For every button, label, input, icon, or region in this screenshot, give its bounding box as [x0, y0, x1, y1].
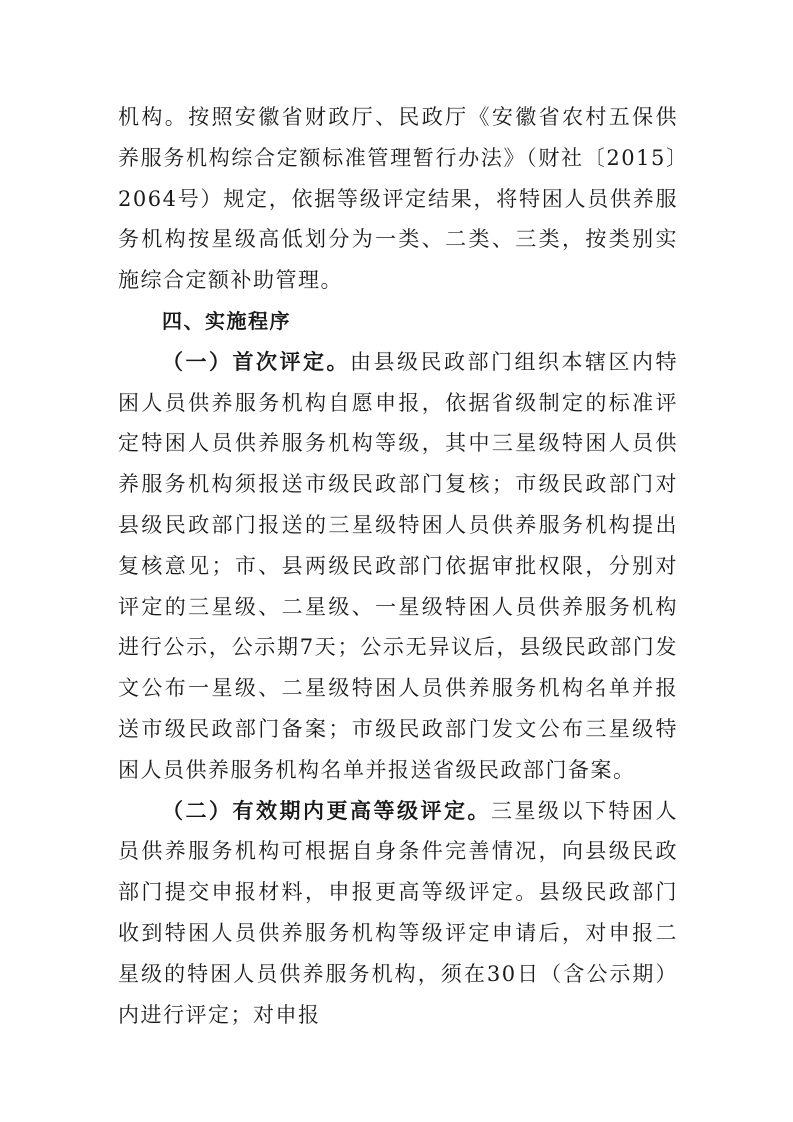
subsection-heading-first-evaluation: （一）首次评定。	[162, 348, 350, 374]
subsection-heading-higher-level-evaluation: （二）有效期内更高等级评定。	[162, 797, 491, 823]
section-heading: 四、实施程序	[162, 308, 291, 333]
paragraph-higher-level-evaluation	[118, 791, 678, 1036]
paragraph-higher-level-evaluation-text: 三星级以下特困人员供养服务机构可根据自身条件完善情况，向县级民政部门提交申报材料，申报更高等级评定。县级民政部门收到特困人员供养服务机构等级评定申请后，对申报二星级的特困人员供养服务机构，须在30日（含公示期）内进行评定；对申报	[118, 798, 678, 1027]
paragraph-first-evaluation	[118, 342, 678, 791]
document-body	[118, 97, 678, 1035]
paragraph-continuation: 机构。按照安徽省财政厅、民政厅《安徽省农村五保供养服务机构综合定额标准管理暂行办法》（财社〔2015〕2064号）规定，依据等级评定结果，将特困人员供养服务机构按星级高低划分为一类、二类、三类，按类别实施综合定额补助管理。	[118, 105, 678, 293]
paragraph-first-evaluation-text: 由县级民政部门组织本辖区内特困人员供养服务机构自愿申报，依据省级制定的标准评定特困人员供养服务机构等级，其中三星级特困人员供养服务机构须报送市级民政部门复核；市级民政部门对县级民政部门报送的三星级特困人员供养服务机构提出复核意见；市、县两级民政部门依据审批权限，分别对评定的三星级、二星级、一星级特困人员供养服务机构进行公示，公示期7天；公示无异议后，县级民政部门发文公布一星级、二星级特困人员供养服务机构名单并报送市级民政部门备案；市级民政部门发文公布三星级特困人员供养服务机构名单并报送省级民政部门备案。	[118, 349, 678, 782]
